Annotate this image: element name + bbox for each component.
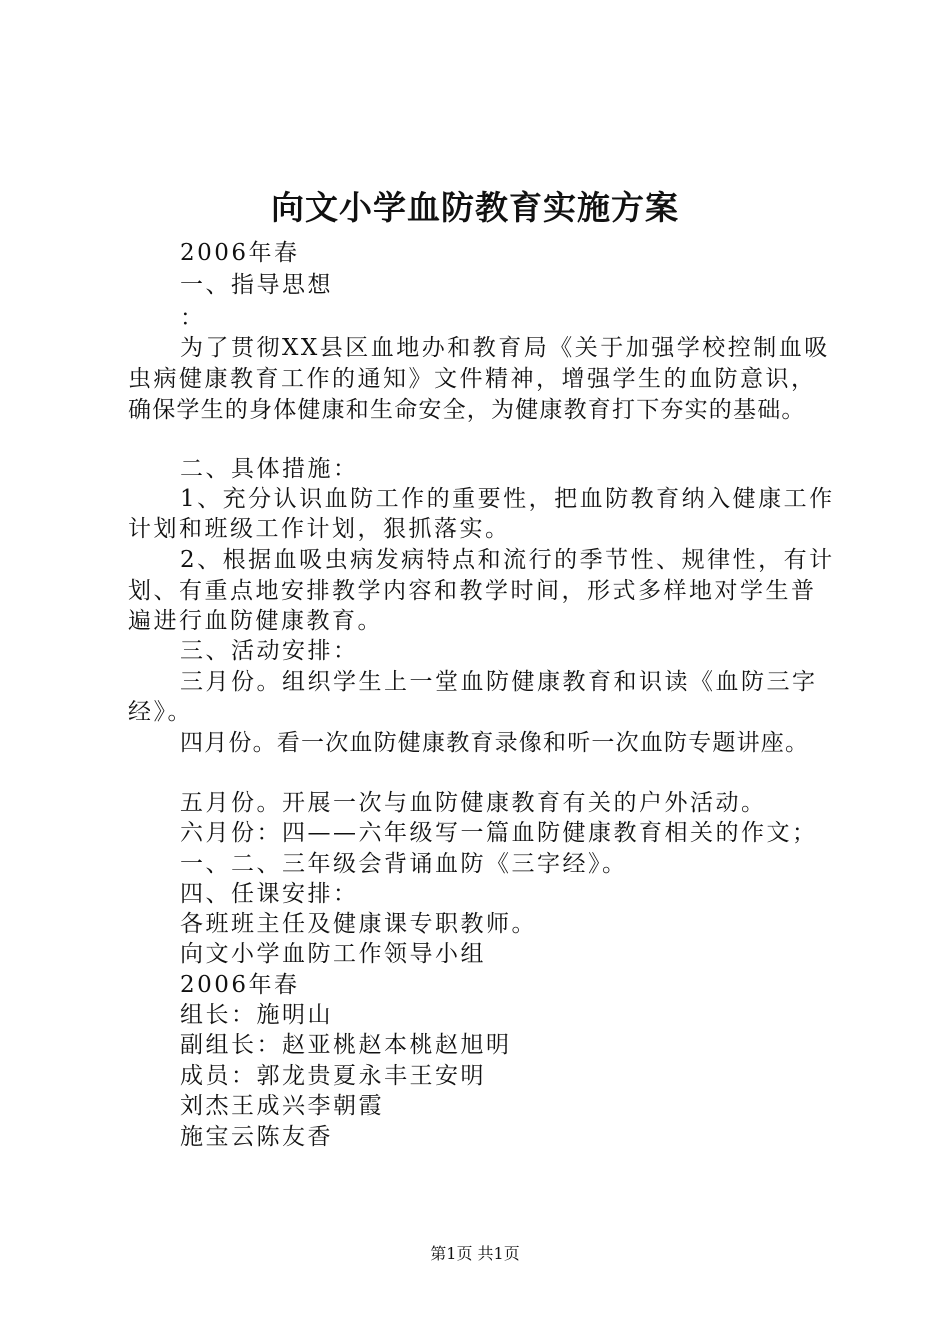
paragraph-line: 1、充分认识血防工作的重要性，把血防教育纳入健康工作	[180, 486, 835, 512]
section-heading: 四、任课安排：	[180, 881, 359, 907]
members-line: 成员：郭龙贵夏永丰王安明	[180, 1063, 486, 1089]
activity-line: 一、二、三年级会背诵血防《三字经》。	[180, 851, 628, 877]
date-line: 2006年春	[180, 972, 300, 998]
paragraph-line: 2、根据血吸虫病发病特点和流行的季节性、规律性，有计	[180, 547, 835, 573]
vice-leader-line: 副组长：赵亚桃赵本桃赵旭明	[180, 1032, 512, 1058]
page-footer: 第1页 共1页	[430, 1244, 520, 1263]
heading-colon: ：	[180, 305, 206, 331]
page-title: 向文小学血防教育实施方案	[271, 188, 679, 227]
members-line: 施宝云陈友香	[180, 1124, 333, 1150]
paragraph-line: 划、有重点地安排教学内容和教学时间，形式多样地对学生普	[128, 578, 817, 604]
activity-line: 经》。	[128, 699, 193, 725]
section-heading: 一、指导思想	[180, 272, 333, 298]
members-line: 刘杰王成兴李朝霞	[180, 1093, 384, 1119]
date-line: 2006年春	[180, 240, 300, 266]
paragraph-line: 计划和班级工作计划，狠抓落实。	[128, 516, 511, 542]
section-heading: 三、活动安排：	[180, 638, 359, 664]
leader-line: 组长：施明山	[180, 1002, 333, 1028]
paragraph-line: 虫病健康教育工作的通知》文件精神，增强学生的血防意识，	[128, 366, 817, 392]
group-title: 向文小学血防工作领导小组	[180, 941, 486, 967]
activity-line: 五月份。开展一次与血防健康教育有关的户外活动。	[180, 790, 767, 816]
activity-line: 四月份。看一次血防健康教育录像和听一次血防专题讲座。	[180, 730, 810, 756]
paragraph-line: 遍进行血防健康教育。	[128, 608, 383, 634]
paragraph-line: 为了贯彻XX县区血地办和教育局《关于加强学校控制血吸	[180, 335, 830, 361]
paragraph-line: 确保学生的身体健康和生命安全，为健康教育打下夯实的基础。	[128, 397, 806, 423]
paragraph-line: 各班班主任及健康课专职教师。	[180, 911, 537, 937]
activity-line: 三月份。组织学生上一堂血防健康教育和识读《血防三字	[180, 669, 818, 695]
activity-line: 六月份：四——六年级写一篇血防健康教育相关的作文；	[180, 820, 818, 846]
section-heading: 二、具体措施：	[180, 456, 359, 482]
